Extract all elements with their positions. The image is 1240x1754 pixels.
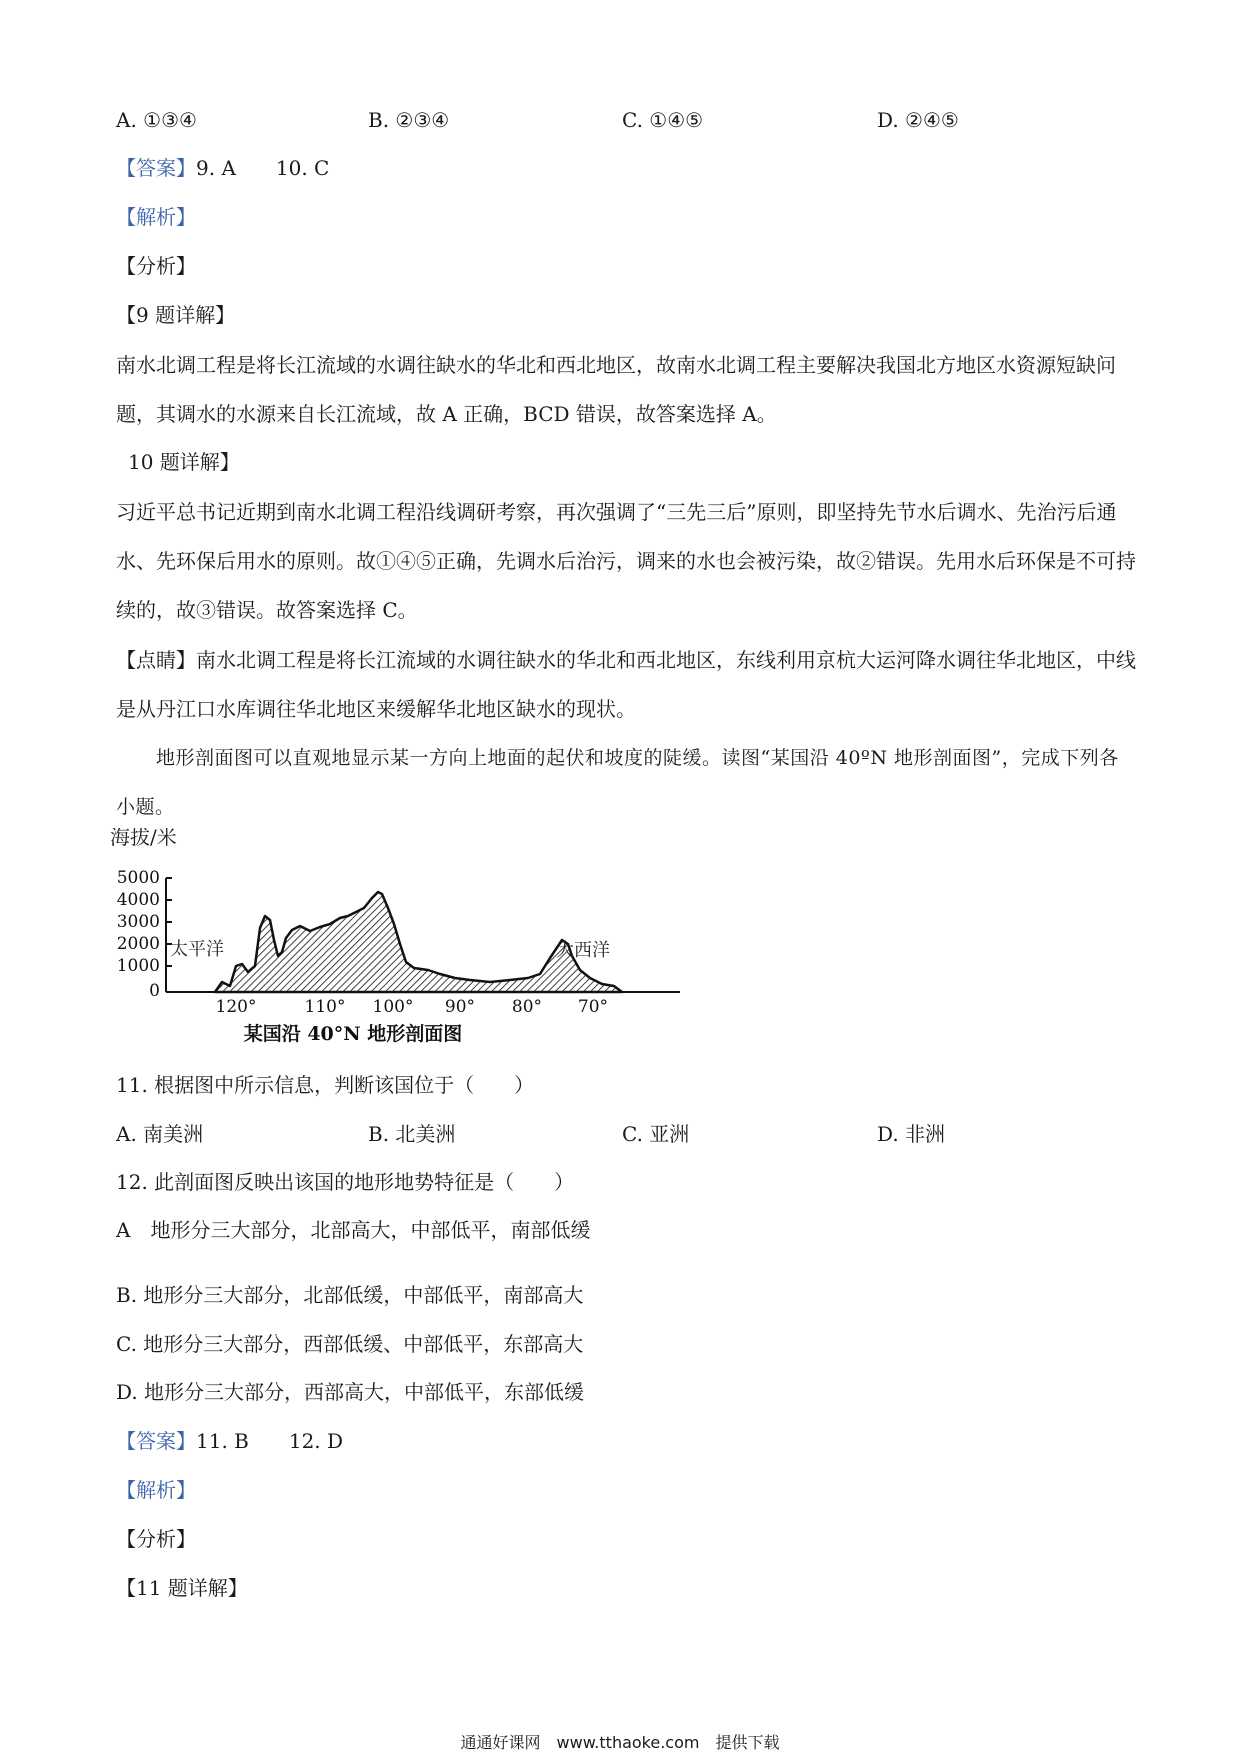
analysis-label-1: 【解析】: [116, 205, 196, 229]
y-tick-label: 2000: [116, 934, 160, 954]
x-tick-label: 90°: [444, 997, 476, 1017]
terrain-profile-figure: [110, 828, 710, 1052]
q10-option-d: D. ②④⑤: [877, 108, 959, 132]
q12-option-a: A 地形分三大部分，北部高大，中部低平，南部低缓: [116, 1218, 591, 1242]
dianjing-label: 【点睛】: [116, 648, 196, 672]
answer-text: 9. A 10. C: [196, 156, 330, 180]
x-tick-label: 80°: [511, 997, 543, 1017]
q10-detail-heading: 10 题详解】: [128, 450, 240, 474]
answer-block-1: [116, 154, 329, 182]
dianjing-text: 南水北调工程是将长江流域的水调往缺水的华北和西北地区，东线利用京杭大运河降水调往华北地区，中线是从丹江口水库调往华北地区来缓解华北地区缺水的现状。: [116, 648, 1136, 721]
q11-option-b: B. 北美洲: [368, 1122, 456, 1146]
intro-paragraph: 地形剖面图可以直观地显示某一方向上地面的起伏和坡度的陡缓。读图“某国沿 40ºN 地形剖面图”，完成下列各小题。: [116, 747, 1119, 818]
atlantic-label: 大西洋: [556, 940, 610, 961]
y-tick-label: 1000: [116, 956, 160, 976]
x-tick-label: 110°: [304, 997, 346, 1017]
pacific-label: 太平洋: [170, 939, 224, 960]
answer-label: 【答案】: [116, 1429, 196, 1453]
y-tick-label: 5000: [116, 868, 160, 888]
fenxi-label-2: 【分析】: [116, 1527, 196, 1551]
q11-option-d: D. 非洲: [877, 1122, 946, 1146]
analysis-label-2: 【解析】: [116, 1478, 196, 1502]
q10-option-b: B. ②③④: [368, 108, 450, 132]
fenxi-label-1: 【分析】: [116, 254, 196, 278]
answer-block-2: [116, 1427, 343, 1455]
x-tick-label: 70°: [577, 997, 609, 1017]
q12-option-c: C. 地形分三大部分，西部低缓、中部低平，东部高大: [116, 1332, 584, 1356]
terrain-profile-svg: [110, 828, 710, 1052]
q12-stem: 12. 此剖面图反映出该国的地形地势特征是（ ）: [116, 1170, 575, 1194]
page-footer: 通通好课网 www.tthaoke.com 提供下载: [460, 1733, 780, 1752]
q10-option-c: C. ①④⑤: [622, 108, 704, 132]
q11-option-a: A. 南美洲: [116, 1122, 204, 1146]
q11-stem: 11. 根据图中所示信息，判断该国位于（ ）: [116, 1073, 535, 1097]
q11-detail-heading: 【11 题详解】: [116, 1576, 248, 1600]
y-tick-label: 3000: [116, 912, 160, 932]
x-tick-label: 100°: [372, 997, 414, 1017]
q12-option-b: B. 地形分三大部分，北部低缓，中部低平，南部高大: [116, 1283, 584, 1307]
answer-label: 【答案】: [116, 156, 196, 180]
y-tick-label: 0: [149, 981, 160, 1001]
y-axis-title: 海拔/米: [110, 828, 177, 849]
dianjing-block: [116, 636, 1136, 734]
y-tick-label: 4000: [116, 890, 160, 910]
q10-option-a: A. ①③④: [116, 108, 197, 132]
q9-detail-body: 南水北调工程是将长江流域的水调往缺水的华北和西北地区，故南水北调工程主要解决我国北方地区水资源短缺问题，其调水的水源来自长江流域，故 A 正确，BCD 错误，故答案选择 A。: [116, 353, 1116, 426]
q11-option-c: C. 亚洲: [622, 1122, 690, 1146]
answer-text: 11. B 12. D: [196, 1429, 344, 1453]
q10-detail-body: 习近平总书记近期到南水北调工程沿线调研考察，再次强调了“三先三后”原则，即坚持先节水后调水、先治污后通水、先环保后用水的原则。故①④⑤正确，先调水后治污，调来的水也会被污染，故②错误。先用水后环保是不可持续的，故③错误。故答案选择 C。: [116, 500, 1136, 622]
figure-caption: 某国沿 40°N 地形剖面图: [243, 1023, 463, 1045]
x-tick-label: 120°: [215, 997, 257, 1017]
q9-detail-heading: 【9 题详解】: [116, 303, 236, 327]
q12-option-d: D. 地形分三大部分，西部高大，中部低平，东部低缓: [116, 1380, 585, 1404]
